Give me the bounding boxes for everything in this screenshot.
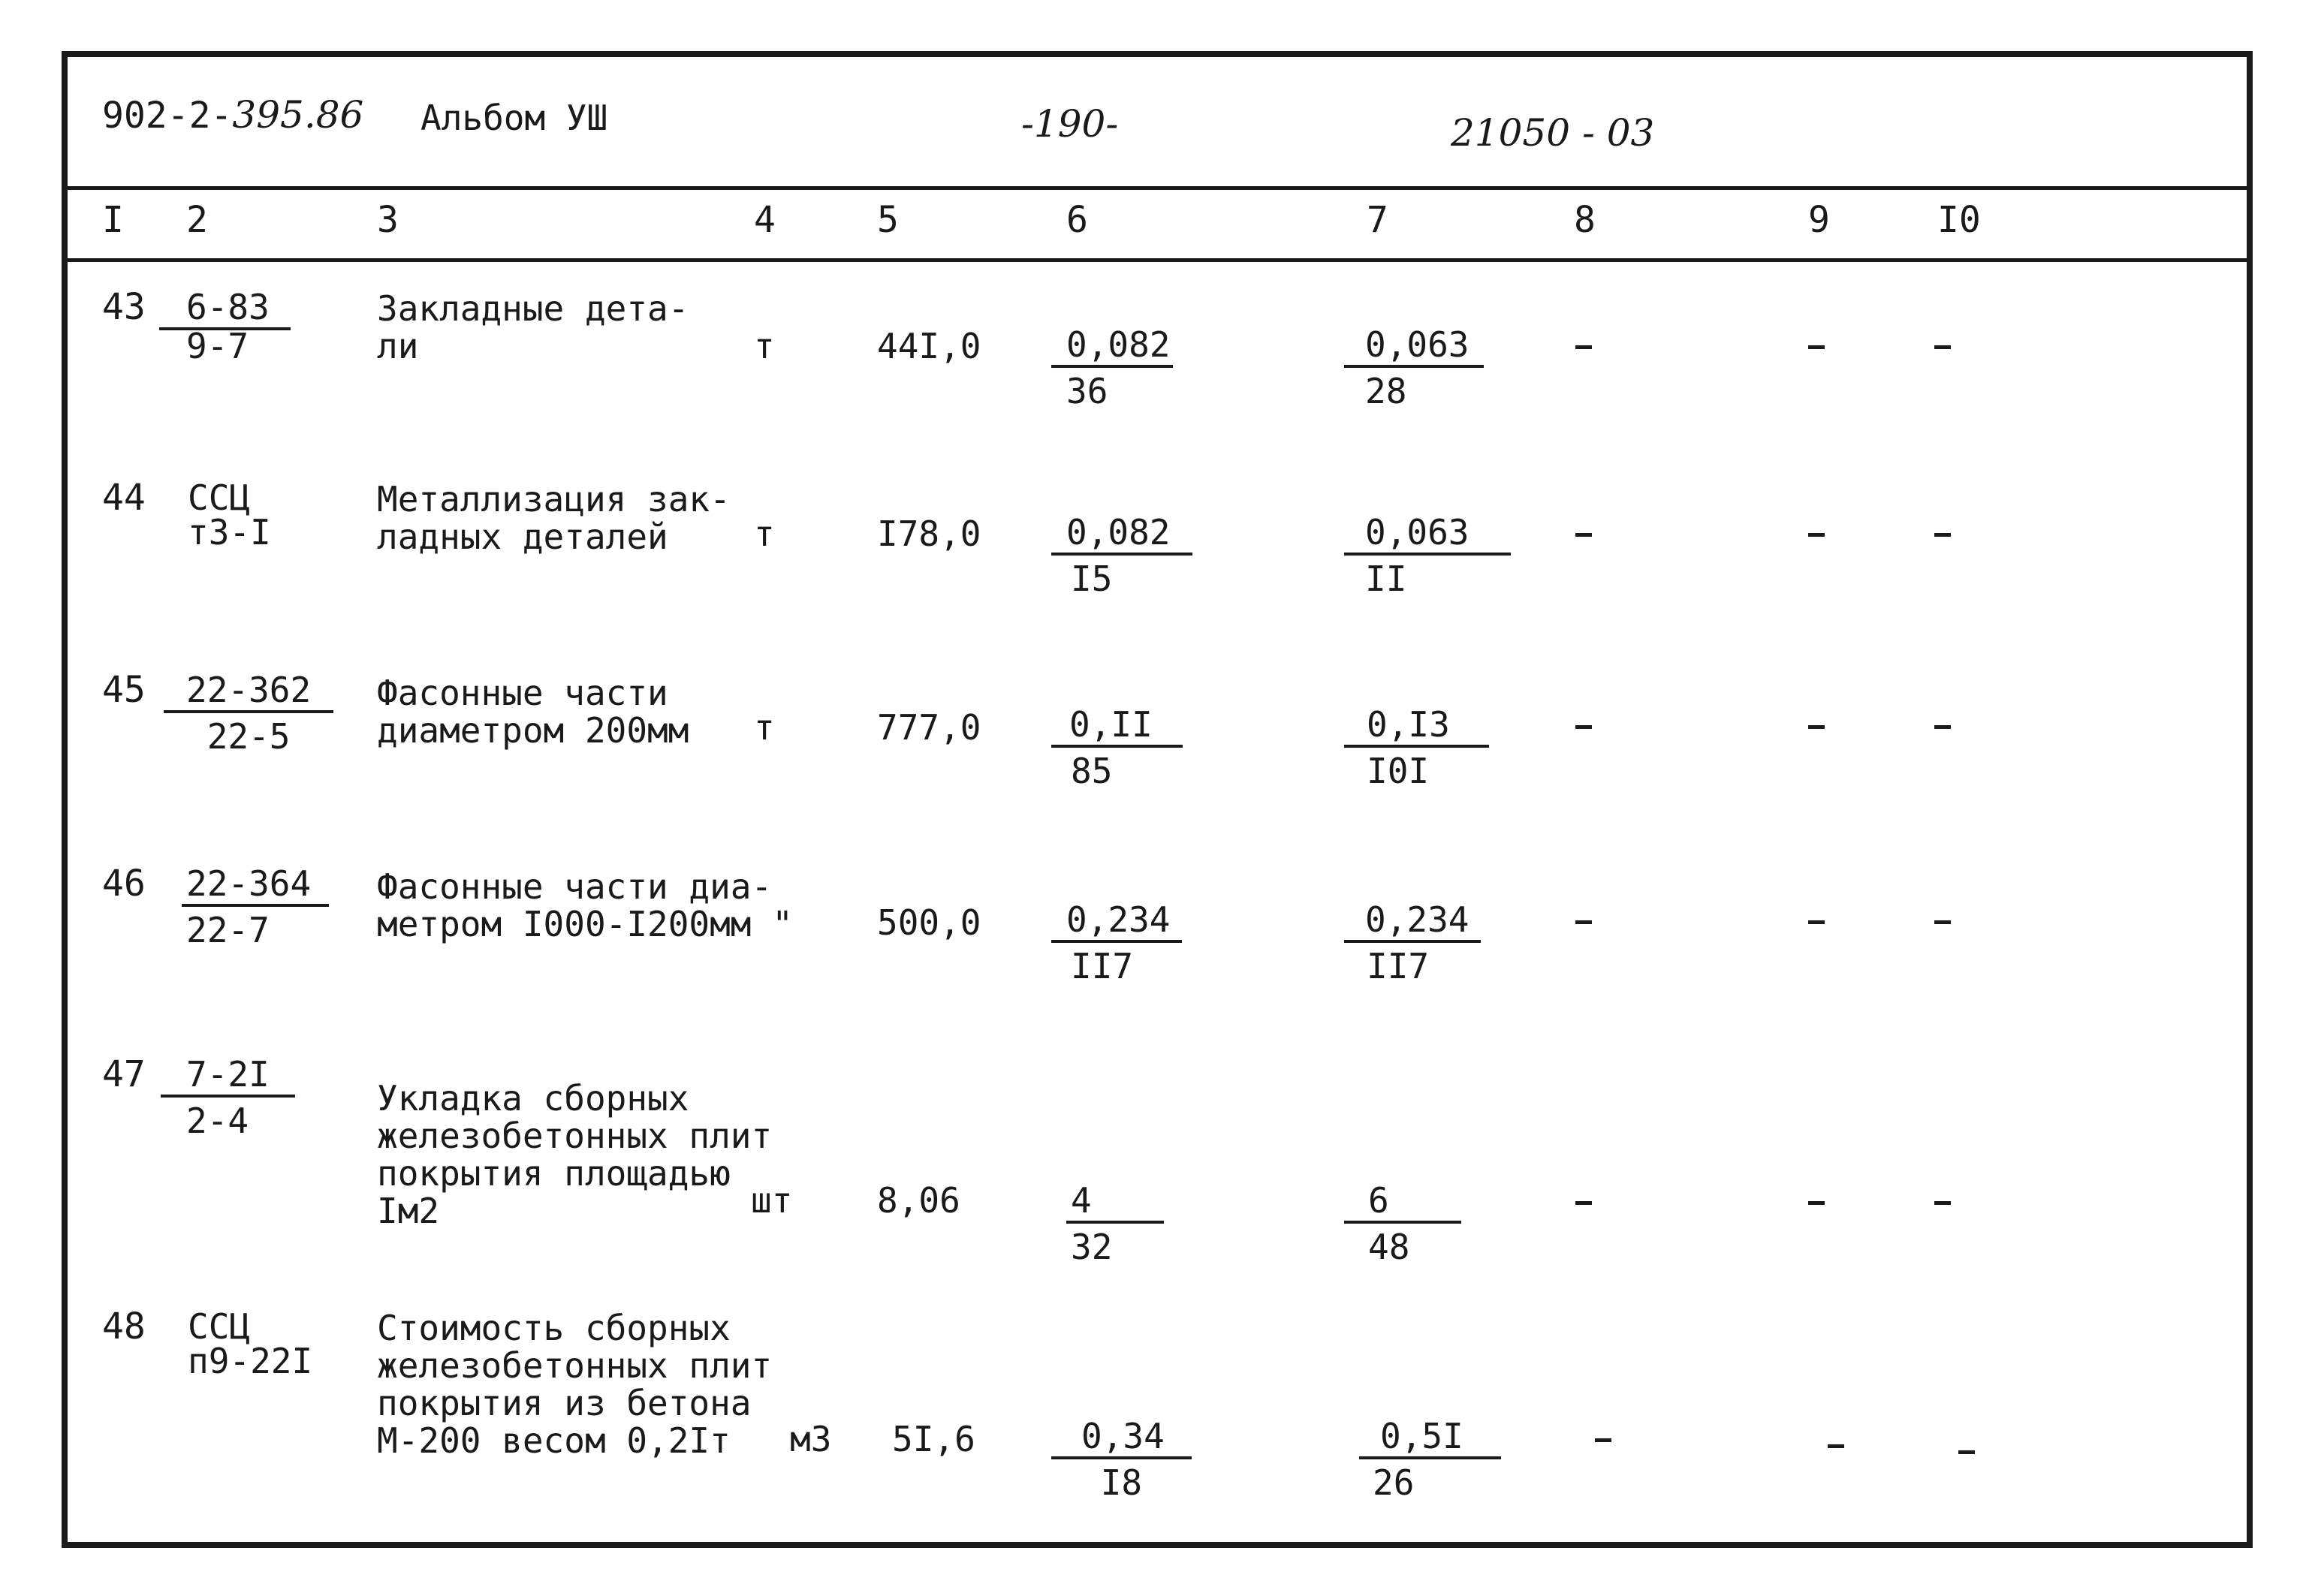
col6-fraction	[1051, 704, 1183, 791]
col8-dash	[1575, 1201, 1592, 1205]
col6-fraction	[1051, 512, 1192, 599]
col9-dash	[1808, 1201, 1825, 1205]
col6-top: 4	[1066, 1183, 1164, 1224]
code-top: 7-2I	[161, 1057, 295, 1098]
col6-bottom: 36	[1066, 371, 1108, 411]
code-top: 22-362	[164, 673, 333, 713]
description-line: Укладка сборных	[377, 1078, 689, 1119]
col6-fraction	[1051, 324, 1173, 411]
price: I78,0	[877, 513, 981, 554]
description-line: железобетонных плит	[377, 1345, 773, 1386]
col8-dash	[1575, 533, 1592, 537]
description-line: ладных деталей	[377, 516, 668, 557]
col7-bottom: II7	[1367, 946, 1430, 986]
unit: т	[754, 513, 775, 554]
col7-bottom: II	[1365, 559, 1407, 599]
col6-fraction	[1051, 899, 1182, 986]
code-top: ССЦ	[188, 477, 251, 518]
header-divider	[62, 186, 2253, 190]
unit: шт	[751, 1180, 793, 1221]
col6-top: 0,34	[1051, 1419, 1192, 1459]
col6-bottom: 85	[1071, 751, 1113, 791]
code-top: ССЦ	[188, 1306, 251, 1347]
description-line: ли	[377, 326, 419, 366]
column-label-5: 5	[877, 199, 899, 241]
description-line: Фасонные части диа-	[377, 866, 773, 907]
row-number: 45	[102, 669, 146, 711]
code-bottom: 9-7	[186, 326, 249, 366]
row-number: 46	[102, 863, 146, 905]
description	[377, 868, 793, 943]
col6-top: 0,234	[1051, 902, 1182, 943]
code-bottom: 22-5	[206, 716, 291, 757]
code-top: 22-364	[182, 866, 329, 907]
album-label: Альбом УШ	[421, 98, 608, 138]
col9-dash	[1808, 533, 1825, 537]
code-top: 6-83	[159, 290, 291, 330]
code-stack	[188, 1306, 313, 1381]
column-label-6: 6	[1066, 199, 1088, 241]
price: 44I,0	[877, 326, 981, 366]
description	[377, 1309, 772, 1459]
col6-top: 0,II	[1051, 707, 1183, 748]
col8-dash	[1575, 920, 1592, 924]
col7-top: 0,234	[1344, 902, 1481, 943]
unit: т	[754, 707, 775, 748]
column-label-10: I0	[1937, 199, 1981, 241]
description	[377, 290, 689, 365]
code-handwritten: 395.86	[232, 93, 364, 137]
col10-dash	[1934, 1201, 1951, 1205]
code-fraction	[159, 287, 291, 366]
column-label-7: 7	[1367, 199, 1388, 241]
price: 777,0	[877, 707, 981, 748]
column-label-3: 3	[377, 199, 399, 241]
col9-dash	[1808, 920, 1825, 924]
code-fraction	[164, 670, 333, 757]
code-bottom: 2-4	[186, 1101, 249, 1141]
col10-dash	[1934, 920, 1951, 924]
col6-top: 0,082	[1051, 515, 1192, 556]
col7-top: 0,063	[1344, 327, 1484, 368]
code-fraction	[182, 863, 329, 950]
col8-dash	[1595, 1438, 1611, 1442]
col10-dash	[1934, 345, 1951, 349]
col7-top: 0,I3	[1344, 707, 1489, 748]
col8-dash	[1575, 345, 1592, 349]
col6-bottom: 32	[1071, 1227, 1113, 1267]
col7-fraction	[1344, 512, 1511, 599]
description	[377, 480, 731, 556]
column-label-2: 2	[186, 199, 208, 241]
code-bottom: п9-22I	[188, 1341, 313, 1381]
col7-top: 0,063	[1344, 515, 1511, 556]
description-line: диаметром 200мм	[377, 710, 689, 751]
description-line: Iм2	[377, 1191, 440, 1231]
col7-top: 6	[1344, 1183, 1461, 1224]
column-label-8: 8	[1574, 199, 1596, 241]
col10-dash	[1934, 533, 1951, 537]
row-number: 44	[102, 477, 146, 519]
col10-dash	[1958, 1450, 1975, 1454]
col6-fraction	[1051, 1416, 1192, 1503]
description	[377, 1080, 772, 1230]
description-line: покрытия площадью	[377, 1153, 731, 1194]
col8-dash	[1575, 725, 1592, 729]
col10-dash	[1934, 725, 1951, 729]
col6-bottom: I5	[1071, 559, 1113, 599]
col7-fraction	[1359, 1416, 1501, 1503]
code-fraction	[161, 1054, 295, 1141]
col7-fraction	[1344, 704, 1489, 791]
col6-top: 0,082	[1051, 327, 1173, 368]
description	[377, 674, 689, 749]
col7-bottom: 48	[1368, 1227, 1410, 1267]
column-label-4: 4	[754, 199, 776, 241]
col7-bottom: I0I	[1367, 751, 1430, 791]
col6-bottom: II7	[1071, 946, 1134, 986]
column-header-divider	[62, 258, 2253, 262]
col6-bottom: I8	[1100, 1462, 1143, 1503]
col6-fraction	[1066, 1180, 1164, 1267]
document-number: 21050 - 03	[1451, 111, 1655, 155]
col7-top: 0,5I	[1359, 1419, 1501, 1459]
row-number: 47	[102, 1053, 146, 1095]
description-line: Стоимость сборных	[377, 1308, 731, 1348]
col7-fraction	[1344, 324, 1484, 411]
code-stack	[188, 477, 271, 553]
col7-bottom: 26	[1373, 1462, 1415, 1503]
code-bottom: т3-I	[188, 512, 271, 553]
col9-dash	[1808, 725, 1825, 729]
unit: м3	[790, 1419, 832, 1459]
page-number: -190-	[1021, 102, 1119, 146]
code-prefix: 902-2-	[102, 95, 233, 137]
unit: т	[754, 326, 775, 366]
col7-bottom: 28	[1365, 371, 1407, 411]
document-code	[102, 93, 364, 137]
description-line: покрытия из бетона	[377, 1383, 752, 1423]
description-line: Фасонные части	[377, 673, 668, 713]
description-line: метром I000-I200мм "	[377, 904, 793, 944]
description-line: Металлизация зак-	[377, 479, 731, 519]
row-number: 48	[102, 1305, 146, 1348]
price: 8,06	[877, 1180, 960, 1221]
column-label-9: 9	[1808, 199, 1830, 241]
price: 500,0	[877, 902, 981, 943]
description-line: Закладные дета-	[377, 288, 689, 329]
column-label-1: I	[102, 199, 124, 241]
description-line: М-200 весом 0,2Iт	[377, 1420, 731, 1461]
col9-dash	[1828, 1444, 1844, 1448]
col9-dash	[1808, 345, 1825, 349]
col7-fraction	[1344, 1180, 1461, 1267]
price: 5I,6	[892, 1419, 975, 1459]
col7-fraction	[1344, 899, 1481, 986]
code-bottom: 22-7	[186, 910, 270, 950]
description-line: железобетонных плит	[377, 1116, 773, 1156]
row-number: 43	[102, 286, 146, 328]
